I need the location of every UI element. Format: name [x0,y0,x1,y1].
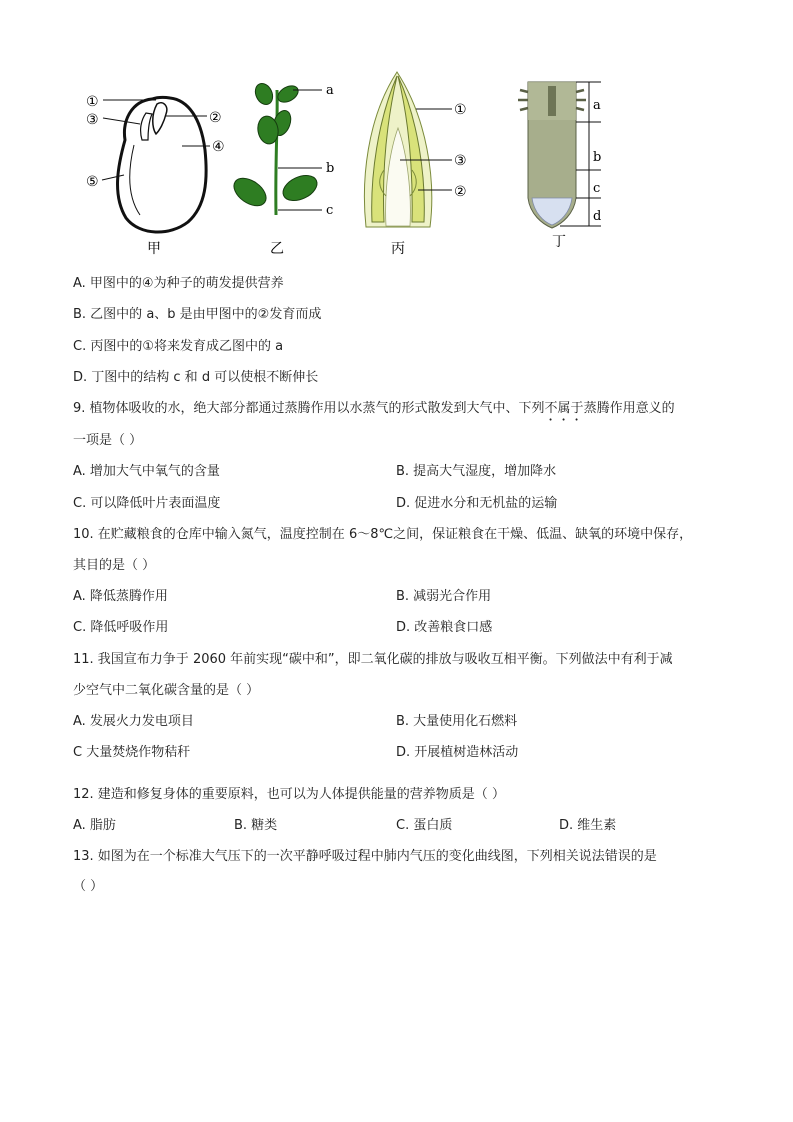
q10-option-a: A. 降低蒸腾作用 [73,589,168,604]
q9-stem-pre: 9. 植物体吸收的水，绝大部分都通过蒸腾作用以水蒸气的形式散发到大气中、下列 [73,401,545,416]
seed-label-2: ② [209,110,222,126]
root-caption: 丁 [552,234,566,250]
figure-panel [0,70,793,260]
seed-diagram [86,94,225,257]
stem [276,90,277,215]
seedling-label-a: a [326,83,334,98]
leaf-top-right [275,82,301,105]
q8-option-a: A. 甲图中的④为种子的萌发提供营养 [73,276,284,291]
root-label-d: d [593,209,602,224]
q11-stem: 11. 我国宣布力争于 2060 年前实现“碳中和”，即二氧化碳的排放与吸收互相平衡。下列做法中有利于减 [73,652,673,667]
root-tip-diagram [518,82,601,250]
seed-label-3: ③ [86,112,99,128]
leaf-low-left [229,173,271,212]
q9-stem-post: 蒸腾作用意义的 [583,401,675,416]
q8-option-b: B. 乙图中的 a、b 是由甲图中的②发育而成 [73,307,322,322]
plant-structures-figure [0,70,793,260]
bud-diagram [364,72,466,257]
bud-caption: 丙 [391,241,405,257]
q9-stem-emphasis: 不属于 [544,401,584,416]
seed-label-1: ① [86,94,99,110]
seedling-caption: 乙 [270,241,284,257]
seed-label-4: ④ [212,139,225,155]
seedling-label-c: c [326,203,334,218]
seedling-label-b: b [326,161,335,176]
q13-stem: 13. 如图为在一个标准大气压下的一次平静呼吸过程中肺内气压的变化曲线图，下列相关说法错误的是 [73,849,657,864]
q9-option-c: C. 可以降低叶片表面温度 [73,496,221,511]
leaf-low-right [279,170,321,205]
seed-caption: 甲 [147,241,161,257]
q10-option-d: D. 改善粮食口感 [396,620,493,635]
q12-option-d: D. 维生素 [559,818,617,833]
q10-option-b: B. 减弱光合作用 [396,589,492,604]
q10-stem-line2: 其目的是（ ） [73,558,156,573]
root-label-a: a [593,98,601,113]
seed-label-5: ⑤ [86,174,99,190]
q13-stem-line2: （ ） [73,879,104,894]
q9-option-b: B. 提高大气湿度，增加降水 [396,464,557,479]
q8-option-d: D. 丁图中的结构 c 和 d 可以使根不断伸长 [73,370,319,385]
q11-option-d: D. 开展植树造林活动 [396,745,519,760]
bud-label-3: ③ [454,153,467,169]
root-vascular-core [548,86,556,116]
seedling-diagram [229,81,334,257]
q10-option-c: C. 降低呼吸作用 [73,620,169,635]
q9-option-a: A. 增加大气中氧气的含量 [73,464,220,479]
q11-option-c: C 大量焚烧作物秸秆 [73,745,191,760]
q11-option-b: B. 大量使用化石燃料 [396,714,518,729]
q9-stem-line2: 一项是（ ） [73,433,143,448]
q9-stem [73,401,675,424]
root-cap [532,198,572,225]
q9-option-d: D. 促进水分和无机盐的运输 [396,496,558,511]
q11-option-a: A. 发展火力发电项目 [73,714,194,729]
q8-option-c: C. 丙图中的①将来发育成乙图中的 a [73,339,284,354]
leaf-top-left [252,81,276,108]
q12-option-b: B. 糖类 [234,818,278,833]
root-label-b: b [593,150,602,165]
bud-label-2: ② [454,184,467,200]
q11-stem-line2: 少空气中二氧化碳含量的是（ ） [73,683,260,698]
root-label-c: c [593,181,601,196]
bud-label-1: ① [454,102,467,118]
q12-option-c: C. 蛋白质 [396,818,453,833]
q12-stem: 12. 建造和修复身体的重要原料，也可以为人体提供能量的营养物质是（ ） [73,787,505,802]
q12-option-a: A. 脂肪 [73,818,116,833]
q10-stem: 10. 在贮藏粮食的仓库中输入氮气，温度控制在 6～8℃之间，保证粮食在干燥、低温、缺氧的环境中保存， [73,527,693,542]
